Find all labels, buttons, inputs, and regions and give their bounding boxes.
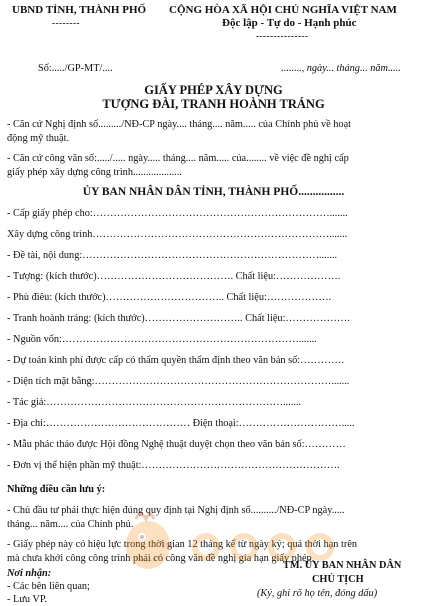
field-funding: - Nguồn vốn:…………………………………………………………….......	[7, 334, 317, 345]
field-address: - Địa chỉ:…………………………………… Điện thoại:………………………….....	[7, 418, 355, 429]
field-mural: - Tranh hoành tráng: (kích thước)……………………….. Chất liệu:……………….	[7, 313, 350, 324]
note-2-cont: mà chưa khởi công công trình phải có công văn đề nghị gia hạn giấy phép.	[7, 553, 315, 564]
field-grantee: - Cấp giấy phép cho:…………………………………………………………….......	[7, 208, 348, 219]
permit-date-italic: ngày... tháng... năm.....	[306, 63, 401, 74]
field-subject: - Đề tài, nội dung:…………………………………………………………….......	[7, 250, 338, 261]
basis-decree-line-cont: động mỹ thuật.	[7, 133, 70, 144]
field-project: Xây dựng công trình…………………………………………………………….......	[7, 229, 348, 240]
field-statue: - Tượng: (kích thước)…………………………………. Chất liệu:……………….	[7, 271, 341, 282]
field-art-unit: - Đơn vị thể hiện phần mỹ thuật:………………………………………………….	[7, 460, 340, 471]
motto-divider: ---------------	[256, 31, 309, 41]
issuing-org-divider: --------	[52, 18, 80, 28]
recipients-heading: Nơi nhận:	[7, 568, 52, 579]
signature-org: TM. ỦY BAN NHÂN DÂN	[283, 560, 402, 571]
signature-title: CHỦ TỊCH	[312, 574, 364, 585]
recipient-item: - Lưu VP.	[7, 594, 48, 605]
notes-heading: Những điều cần lưu ý:	[7, 484, 106, 495]
field-area: - Diện tích mặt bằng:…………………………………………………………….......	[7, 376, 350, 387]
signature-instruction: (Ký, ghi rõ họ tên, đóng dấu)	[257, 588, 378, 599]
document-title: GIẤY PHÉP XÂY DỰNG	[144, 83, 283, 97]
permit-number: Số:...../GP-MT/....	[38, 63, 113, 74]
basis-letter-line: - Căn cứ công văn số:...../..... ngày..... tháng.... năm..... của........ về việc đề nghị cấp	[7, 153, 349, 164]
issuing-org: UBND TỈNH, THÀNH PHỐ	[12, 4, 147, 16]
note-1: - Chủ đầu tư phải thực hiện đúng quy định tại Nghị định số........../NĐ-CP ngày.....	[7, 505, 345, 516]
note-2: - Giấy phép này có hiệu lực trong thời gian 12 tháng kể từ ngày ký; quá thời hạn trên	[7, 539, 358, 550]
recipient-item: - Các bên liên quan;	[7, 581, 90, 592]
permit-date: ........, ngày... tháng... năm.....	[281, 63, 401, 74]
field-budget: - Dự toán kinh phí được cấp có thẩm quyền thẩm định theo văn bản số:………….	[7, 355, 344, 366]
field-sketch: - Mẫu phác thảo được Hội đồng Nghệ thuật duyệt chọn theo văn bản số:…………	[7, 439, 346, 450]
authority-heading: ỦY BAN NHÂN DÂN TỈNH, THÀNH PHỐ................	[82, 186, 345, 198]
field-author: - Tác giả:…………………………………………………………….......	[7, 397, 302, 408]
field-relief: - Phù điêu: (kích thước)…………………………….. Chất liệu:……………….	[7, 292, 332, 303]
country-name: CỘNG HÒA XÃ HỘI CHỦ NGHĨA VIỆT NAM	[169, 4, 397, 16]
national-motto: Độc lập - Tự do - Hạnh phúc	[222, 17, 357, 29]
document-subtitle: TƯỢNG ĐÀI, TRANH HOÀNH TRÁNG	[102, 97, 325, 111]
note-1-cont: tháng... năm.... của Chính phủ.	[7, 519, 134, 530]
basis-decree-line: - Căn cứ Nghị định số........./NĐ-CP ngày.... tháng.... năm..... của Chính phủ về hoạt	[7, 119, 351, 130]
basis-letter-line-cont: giấy phép xây dựng công trình...................	[7, 167, 182, 178]
